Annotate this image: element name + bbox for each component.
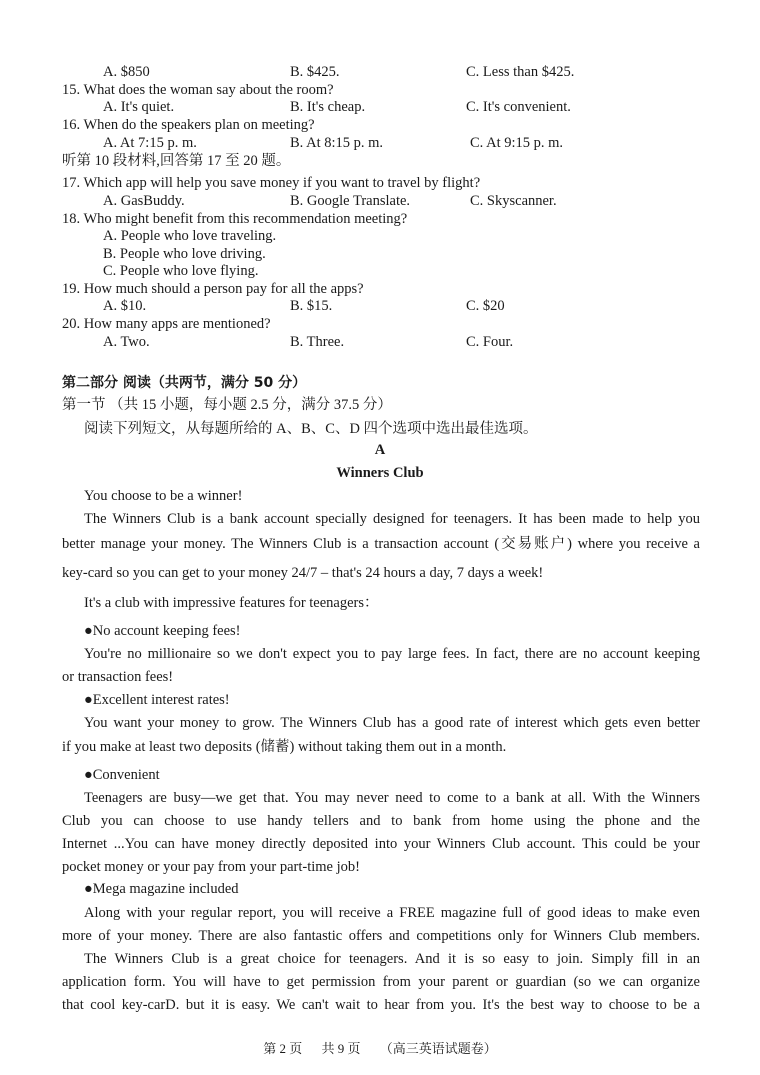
passage-line: The Winners Club is a great choice for teenagers. And it is so easy to join. Simply fill in an (84, 951, 700, 967)
q17-option-a: A. GasBuddy. (103, 193, 185, 209)
footer-paper-name: （高三英语试题卷） (379, 1041, 497, 1056)
bullet-interest-rates: ●Excellent interest rates! (84, 692, 230, 708)
passage-line: Internet ...You can have money directly deposited into your Winners Club account. This could be your (62, 836, 700, 852)
q19-stem: 19. How much should a person pay for all the apps? (62, 281, 364, 297)
passage-line: Teenagers are busy—we get that. You may never need to come to a bank at all. With the Winners (84, 790, 700, 806)
q14-option-b: B. $425. (290, 64, 340, 80)
passage-line: Along with your regular report, you will receive a FREE magazine full of good ideas to make even (84, 905, 700, 921)
bullet-no-fees: ●No account keeping fees! (84, 623, 241, 639)
q19-option-c: C. $20 (466, 298, 505, 314)
q18-option-a: A. People who love traveling. (103, 228, 277, 244)
passage-line: You choose to be a winner! (84, 488, 243, 504)
footer-page-number: 第 2 页 (263, 1041, 303, 1056)
passage-line: or transaction fees! (62, 669, 174, 685)
q16-option-c: C. At 9:15 p. m. (470, 135, 564, 151)
passage-line: It's a club with impressive features for teenagers： (84, 595, 379, 611)
bullet-convenient: ●Convenient (84, 767, 160, 783)
passage-line: that cool key-carD. but it is easy. We can't wait to hear from you. It's the best way to choose to be a (62, 997, 700, 1013)
passage-line: better manage your money. The Winners Club is a transaction account (交易账户) where you receive a (62, 536, 700, 552)
q15-option-b: B. It's cheap. (290, 99, 366, 115)
passage-line: application form. You will have to get permission from your parent or guardian (so we can organize (62, 974, 700, 990)
q16-option-b: B. At 8:15 p. m. (290, 135, 384, 151)
passage-line: key-card so you can get to your money 24/7 – that's 24 hours a day, 7 days a week! (62, 565, 544, 581)
q20-stem: 20. How many apps are mentioned? (62, 316, 271, 332)
q20-option-b: B. Three. (290, 334, 345, 350)
q15-stem: 15. What does the woman say about the room? (62, 82, 334, 98)
q15-option-a: A. It's quiet. (103, 99, 175, 115)
bullet-magazine: ●Mega magazine included (84, 881, 239, 897)
passage-line: if you make at least two deposits (储蓄) without taking them out in a month. (62, 739, 507, 755)
q19-option-a: A. $10. (103, 298, 147, 314)
footer-total-pages: 共 9 页 (321, 1041, 361, 1056)
passage-line: You're no millionaire so we don't expect you to pay large fees. In fact, there are no account keeping (84, 646, 700, 662)
q18-option-c: C. People who love flying. (103, 263, 259, 279)
passage-title: Winners Club (336, 465, 424, 481)
page-footer (0, 1040, 760, 1058)
q20-option-a: A. Two. (103, 334, 150, 350)
passage-line: The Winners Club is a bank account specially designed for teenagers. It has been made to help you (84, 511, 700, 527)
q18-option-b: B. People who love driving. (103, 246, 266, 262)
q16-option-a: A. At 7:15 p. m. (103, 135, 197, 151)
q16-stem: 16. When do the speakers plan on meeting? (62, 117, 315, 133)
reading-instruction: 阅读下列短文，从每题所给的 A、B、C、D 四个选项中选出最佳选项。 (84, 421, 538, 437)
q14-option-a: A. $850 (103, 64, 150, 80)
q20-option-c: C. Four. (466, 334, 514, 350)
q19-option-b: B. $15. (290, 298, 333, 314)
passage-line: more of your money. There are also fantastic offers and competitions only for Winners Club members. (62, 928, 700, 944)
q15-option-c: C. It's convenient. (466, 99, 571, 115)
section-one-title: 第一节 （共 15 小题，每小题 2.5 分，满分 37.5 分） (62, 397, 392, 413)
material-10-instruction: 听第 10 段材料,回答第 17 至 20 题。 (62, 153, 291, 169)
passage-line: You want your money to grow. The Winners Club has a good rate of interest which gets even better (84, 715, 700, 731)
passage-letter: A (374, 442, 386, 458)
q17-option-b: B. Google Translate. (290, 193, 411, 209)
q17-stem: 17. Which app will help you save money if you want to travel by flight? (62, 175, 481, 191)
part-two-title: 第二部分 阅读（共两节，满分 50 分） (62, 375, 307, 391)
passage-line: pocket money or your pay from your part-time job! (62, 859, 360, 875)
q14-option-c: C. Less than $425. (466, 64, 575, 80)
q17-option-c: C. Skyscanner. (470, 193, 557, 209)
q18-stem: 18. Who might benefit from this recommendation meeting? (62, 211, 408, 227)
passage-line: Club you can choose to use handy tellers and to bank from home using the phone and the (62, 813, 700, 829)
